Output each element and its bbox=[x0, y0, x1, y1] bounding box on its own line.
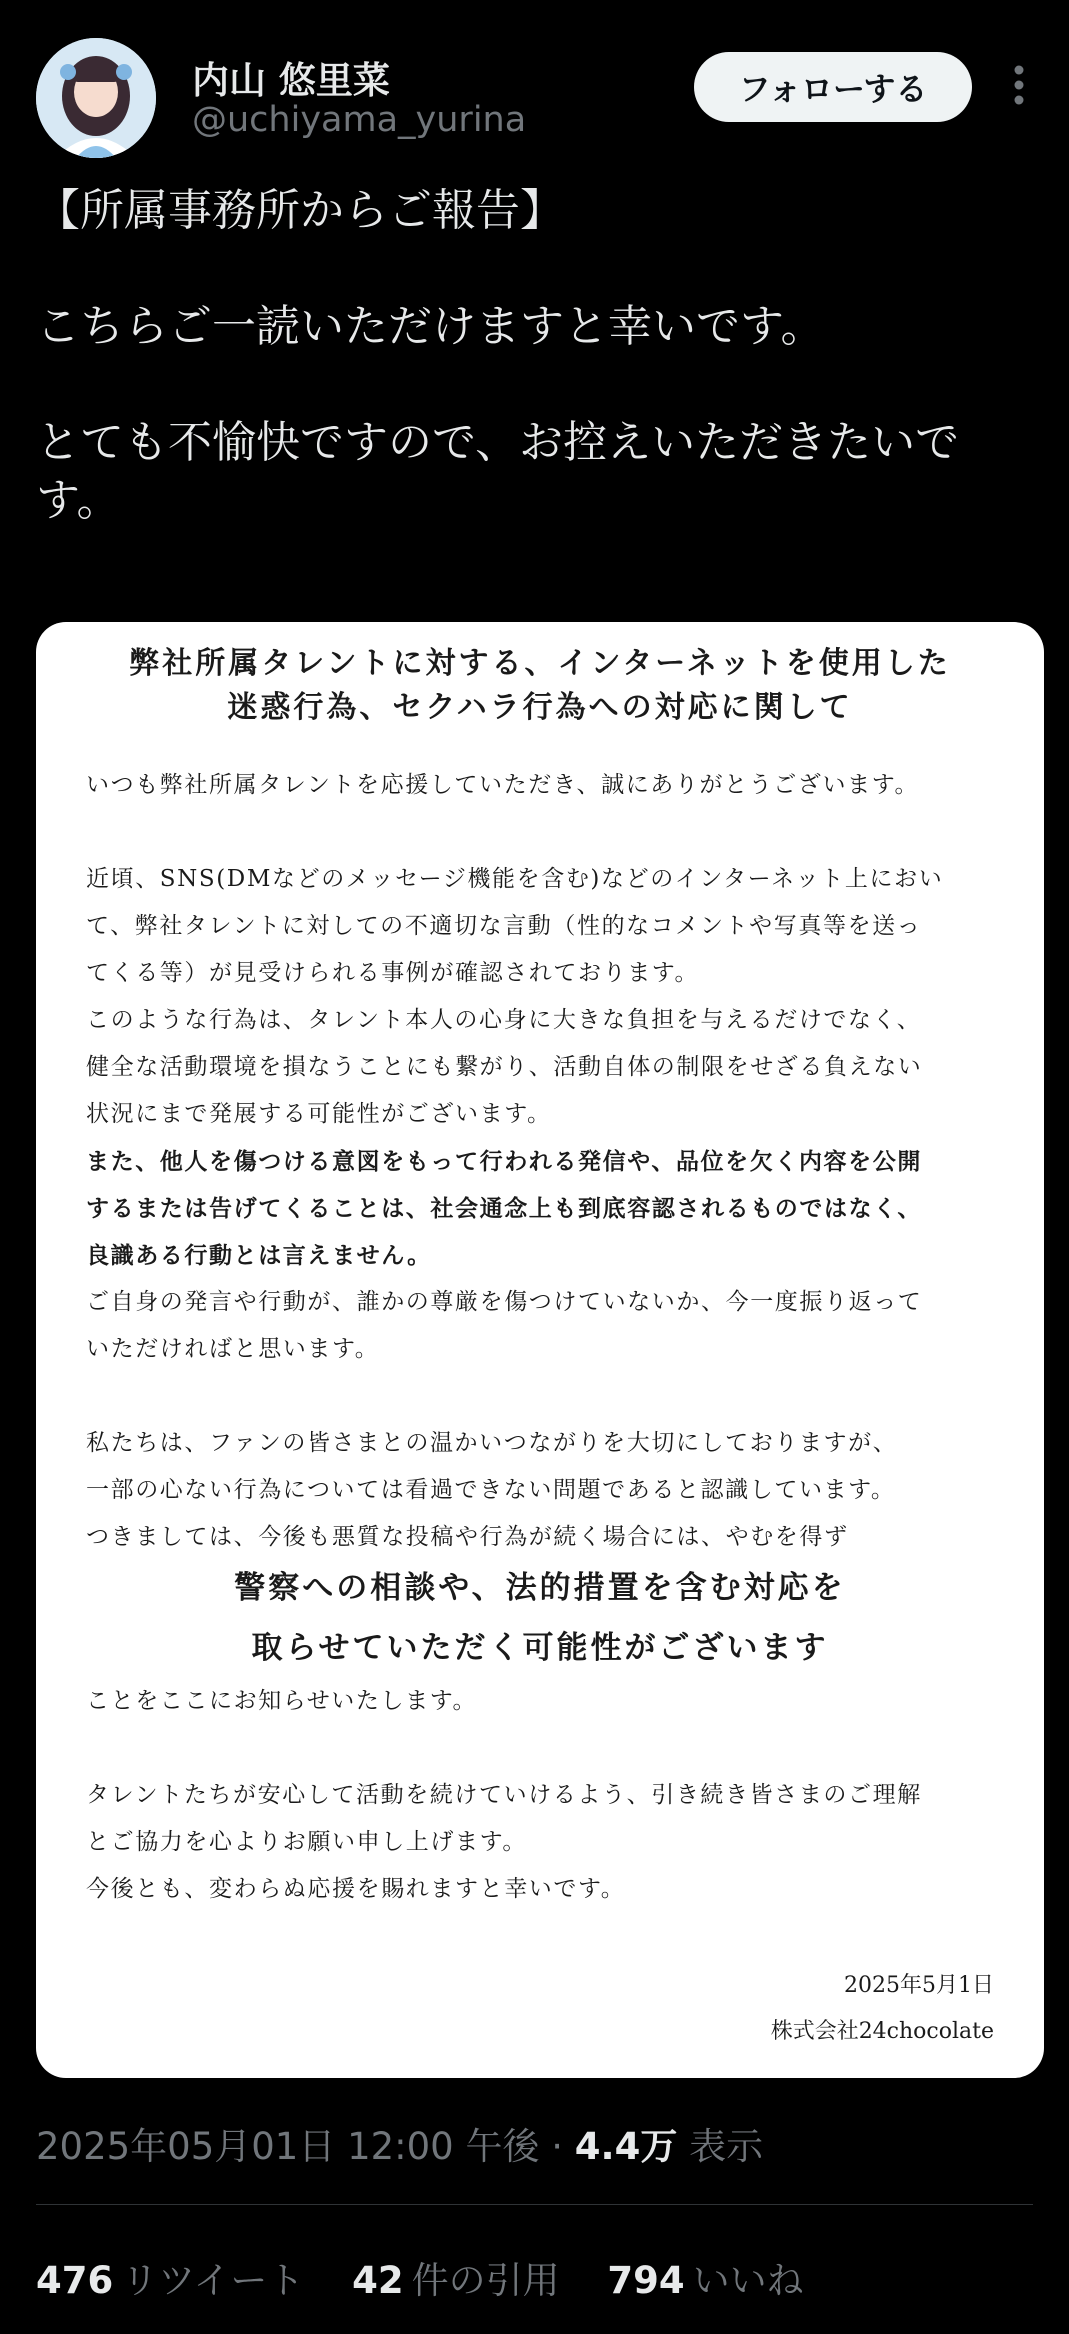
notice-image[interactable] bbox=[36, 622, 1044, 2078]
notice-line: ことをここにお知らせいたします。 bbox=[86, 1688, 478, 1714]
likes-stat[interactable] bbox=[607, 2250, 803, 2304]
notice-title-line: 迷惑行為、セクハラ行為への対応に関して bbox=[227, 690, 853, 725]
divider bbox=[36, 2204, 1033, 2205]
notice-line: つきましては、今後も悪質な投稿や行為が続く場合には、やむを得ず bbox=[86, 1524, 849, 1550]
quote-label: 件の引用 bbox=[411, 2259, 560, 2302]
notice-emphasis-line: 取らせていただく可能性がございます bbox=[251, 1630, 829, 1666]
avatar[interactable] bbox=[36, 38, 156, 158]
notice-line: タレントたちが安心して活動を続けていけるよう、引き続き皆さまのご理解 bbox=[86, 1782, 922, 1808]
notice-paragraph-2 bbox=[86, 1420, 1006, 1561]
quotes-stat[interactable] bbox=[352, 2250, 560, 2304]
notice-line: ご自身の発言や行動が、誰かの尊厳を傷つけていないか、今一度振り返って bbox=[86, 1289, 923, 1315]
notice-line: いつも弊社所属タレントを応援していただき、誠にありがとうございます。 bbox=[86, 772, 920, 798]
tweet-line: 【所属事務所からご報告】 bbox=[36, 185, 564, 236]
notice-line: 健全な活動環境を損なうことにも繋がり、活動自体の制限をせざる負えない bbox=[86, 1054, 923, 1080]
notice-date: 2025年5月1日 bbox=[844, 1973, 994, 1998]
tweet-line: とても不愉快ですので、お控えいただきたいで bbox=[36, 417, 960, 468]
notice-line: 状況にまで発展する可能性がございます。 bbox=[86, 1101, 552, 1127]
meta-separator: · bbox=[551, 2125, 564, 2168]
retweet-label: リツイート bbox=[121, 2259, 305, 2302]
tweet-header bbox=[0, 0, 1069, 160]
notice-after-emphasis bbox=[86, 1678, 1006, 1725]
like-count: 794 bbox=[607, 2259, 685, 2302]
notice-line: とご協力を心よりお願い申し上げます。 bbox=[86, 1829, 527, 1855]
view-label: 表示 bbox=[689, 2125, 764, 2168]
more-vertical-icon bbox=[1013, 64, 1025, 106]
retweets-stat[interactable] bbox=[36, 2250, 304, 2304]
tweet-meta bbox=[36, 2116, 763, 2170]
like-label: いいね bbox=[692, 2259, 804, 2302]
notice-line: するまたは告げてくることは、社会通念上も到底容認されるものではなく、 bbox=[86, 1195, 922, 1222]
notice-line: また、他人を傷つける意図をもって行われる発信や、品位を欠く内容を公開 bbox=[86, 1148, 922, 1175]
user-handle[interactable]: @uchiyama_yurina bbox=[192, 100, 527, 140]
notice-line: て、弊社タレントに対しての不適切な言動（性的なコメントや写真等を送っ bbox=[86, 913, 922, 939]
tweet-line: こちらご一読いただけますと幸いです。 bbox=[36, 301, 825, 352]
retweet-count: 476 bbox=[36, 2259, 114, 2302]
notice-line: てくる等）が見受けられる事例が確認されております。 bbox=[86, 960, 700, 986]
notice-paragraph-3 bbox=[86, 1772, 1006, 1913]
notice-company: 株式会社24chocolate bbox=[770, 2019, 994, 2044]
notice-line: 近頃、SNS(DMなどのメッセージ機能を含む)などのインターネット上におい bbox=[86, 866, 944, 892]
notice-line: 一部の心ない行為については看過できない問題であると認識しています。 bbox=[86, 1477, 896, 1503]
tweet-line: す。 bbox=[36, 475, 121, 526]
display-name[interactable]: 内山 悠里菜 bbox=[192, 59, 390, 102]
view-count: 4.4万 bbox=[574, 2125, 678, 2168]
tweet-timestamp[interactable]: 2025年05月01日 12:00 午後 bbox=[36, 2125, 540, 2168]
notice-title bbox=[36, 642, 1044, 730]
notice-greeting bbox=[86, 762, 1006, 809]
notice-line: 良識ある行動とは言えません。 bbox=[86, 1242, 432, 1269]
notice-line: いただければと思います。 bbox=[86, 1336, 380, 1362]
notice-paragraph-1 bbox=[86, 856, 1006, 1373]
tweet-stats bbox=[36, 2250, 840, 2304]
notice-emphasis-line: 警察への相談や、法的措置を含む対応を bbox=[234, 1570, 846, 1606]
notice-line: 今後とも、変わらぬ応援を賜れますと幸いです。 bbox=[86, 1876, 626, 1902]
follow-button[interactable]: フォローする bbox=[694, 52, 972, 122]
quote-count: 42 bbox=[352, 2259, 404, 2302]
tweet-text bbox=[36, 182, 1036, 530]
avatar-image bbox=[36, 38, 156, 158]
more-options-button[interactable] bbox=[1004, 60, 1034, 110]
notice-line: このような行為は、タレント本人の心身に大きな負担を与えるだけでなく、 bbox=[86, 1007, 922, 1033]
notice-line: 私たちは、ファンの皆さまとの温かいつながりを大切にしておりますが、 bbox=[86, 1430, 898, 1456]
notice-title-line: 弊社所属タレントに対する、インターネットを使用した bbox=[129, 646, 951, 681]
